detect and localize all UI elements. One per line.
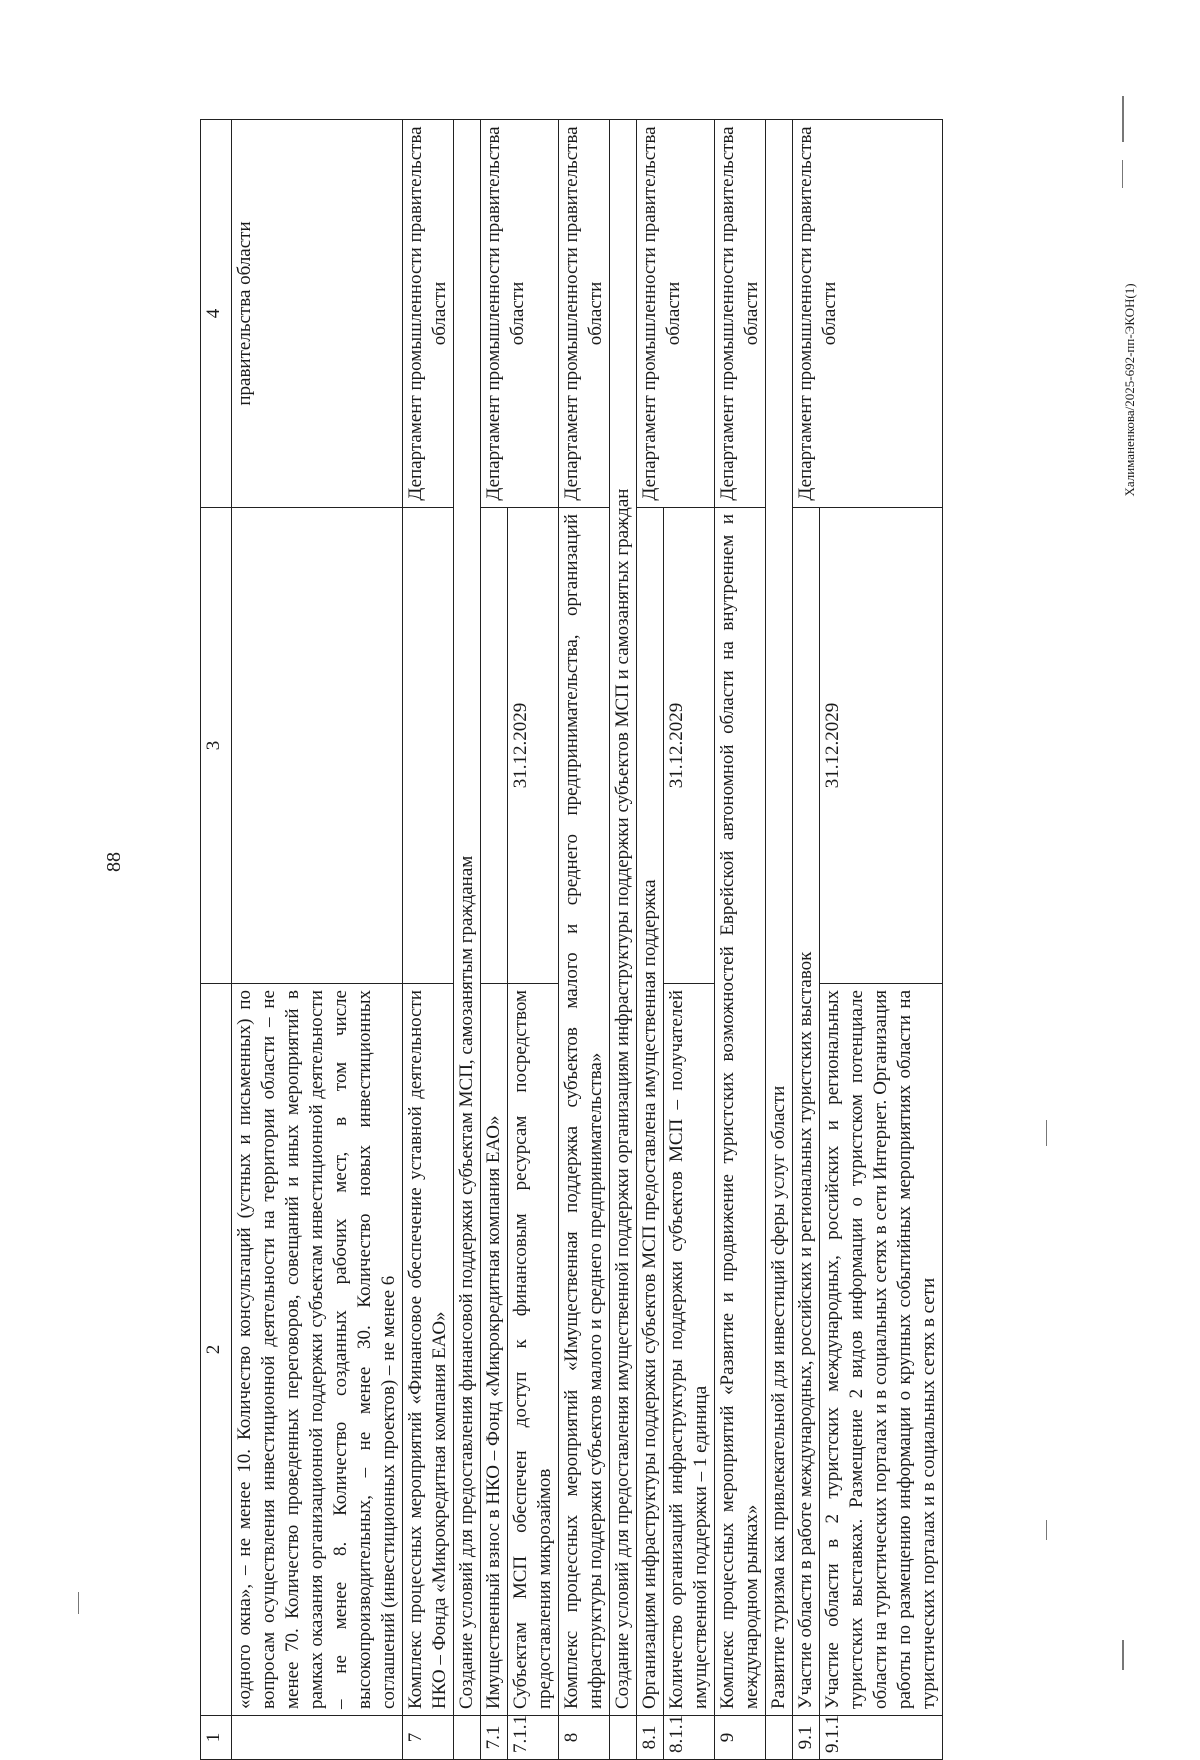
row-number: 9 (715, 1716, 766, 1760)
table-row (715, 120, 766, 1760)
column-header: 3 (201, 508, 232, 984)
row-description: Участие области в 2 туристских международных, российских и региональных туристских выставках. Размещение 2 видов информации о туристском потенциале области на туристических порталах и в социальных сетях в сети Интернет. Организация работы по размещению информации о крупных событийных мероприятиях области на туристических порталах и в социальных сетях в сети (820, 984, 943, 1716)
section-title: Развитие туризма как привлекательной для инвестиций сферы услуг области (766, 120, 793, 1716)
row-description: Комплекс процессных мероприятий «Имущественная поддержка субъектов малого и среднего предпринимательства, организаций инфраструктуры поддержки субъектов малого и среднего предпринимательства» (559, 508, 610, 1716)
row-number: 7.1 (481, 1716, 508, 1760)
table-header-row (201, 120, 232, 1760)
row-description: Количество организаций инфраструктуры поддержки субъектов МСП – получателей имущественной поддержки – 1 единица (664, 984, 715, 1716)
row-deadline: 31.12.2029 (820, 508, 943, 984)
row-responsible: Департамент промышленности правительства области (793, 120, 943, 508)
scan-edge-mark (78, 1592, 79, 1614)
row-deadline (403, 508, 454, 984)
row-responsible: Департамент промышленности правительства области (559, 120, 610, 508)
row-deadline: 31.12.2029 (664, 508, 715, 984)
row-number (766, 1716, 793, 1760)
section-title: Участие области в работе международных, российских и региональных туристских выставок (793, 508, 820, 1716)
table-row (559, 120, 610, 1760)
row-description: Организациям инфраструктуры поддержки субъектов МСП предоставлена имущественная поддержка (637, 508, 664, 1716)
row-description: Комплекс процессных мероприятий «Финансовое обеспечение уставной деятельности НКО – Фонда «Микрокредитная компания ЕАО» (403, 984, 454, 1716)
section-title: Создание условий для предоставления имущественной поддержки организациям инфраструктуры поддержки субъектов МСП и самозанятых граждан (610, 120, 637, 1716)
row-number: 9.1.1 (820, 1716, 943, 1760)
row-responsible: Департамент промышленности правительства области (403, 120, 454, 508)
table-row (481, 120, 508, 1760)
document-footer-code: Халиманенкова/2025-692-пп-ЭКОН(1) (1122, 283, 1137, 497)
row-number (454, 1716, 481, 1760)
section-row (766, 120, 793, 1760)
row-number: 7 (403, 1716, 454, 1760)
row-description: Субъектам МСП обеспечен доступ к финансовым ресурсам посредством предоставления микрозаймов (508, 984, 559, 1716)
row-deadline (232, 508, 403, 984)
row-responsible: правительства области (232, 120, 403, 508)
row-number: 8.1.1 (664, 1716, 715, 1760)
section-row (610, 120, 637, 1760)
measures-table (200, 119, 943, 1760)
column-header: 4 (201, 120, 232, 508)
row-number: 9.1 (793, 1716, 820, 1760)
section-row (454, 120, 481, 1760)
row-number: 7.1.1 (508, 1716, 559, 1760)
section-title: Создание условий для предоставления финансовой поддержки субъектам МСП, самозанятым гражданам (454, 120, 481, 1716)
row-description: Комплекс процессных мероприятий «Развитие и продвижение туристских возможностей Еврейской автономной области на внутреннем и международном рынках» (715, 508, 766, 1716)
table-row (232, 120, 403, 1760)
rotated-page-content (200, 120, 1180, 1760)
row-description: Имущественный взнос в НКО – Фонд «Микрокредитная компания ЕАО» (481, 984, 508, 1716)
column-header: 2 (201, 984, 232, 1716)
row-responsible: Департамент промышленности правительства области (637, 120, 715, 508)
row-description: «одного окна», – не менее 10. Количество консультаций (устных и письменных) по вопросам осуществления инвестиционной деятельности на территории области – не менее 70. Количество проведенных переговоров, совещаний и иных мероприятий в рамках оказания организационной поддержки субъектам инвестиционной деятельности – не менее 8. Количество созданных рабочих мест, в том числе высокопроизводительных, – не менее 30. Количество новых инвестиционных соглашений (инвестиционных проектов) – не менее 6 (232, 984, 403, 1716)
row-number (232, 1716, 403, 1760)
page-number: 88 (103, 852, 125, 872)
row-deadline: 31.12.2029 (508, 508, 559, 984)
row-responsible: Департамент промышленности правительства области (715, 120, 766, 508)
table-row (637, 120, 664, 1760)
column-header: 1 (201, 1716, 232, 1760)
table-row (403, 120, 454, 1760)
row-responsible: Департамент промышленности правительства области (481, 120, 559, 508)
row-number (610, 1716, 637, 1760)
row-number: 8.1 (637, 1716, 664, 1760)
row-deadline (481, 508, 508, 984)
row-number: 8 (559, 1716, 610, 1760)
section-row (793, 120, 820, 1760)
